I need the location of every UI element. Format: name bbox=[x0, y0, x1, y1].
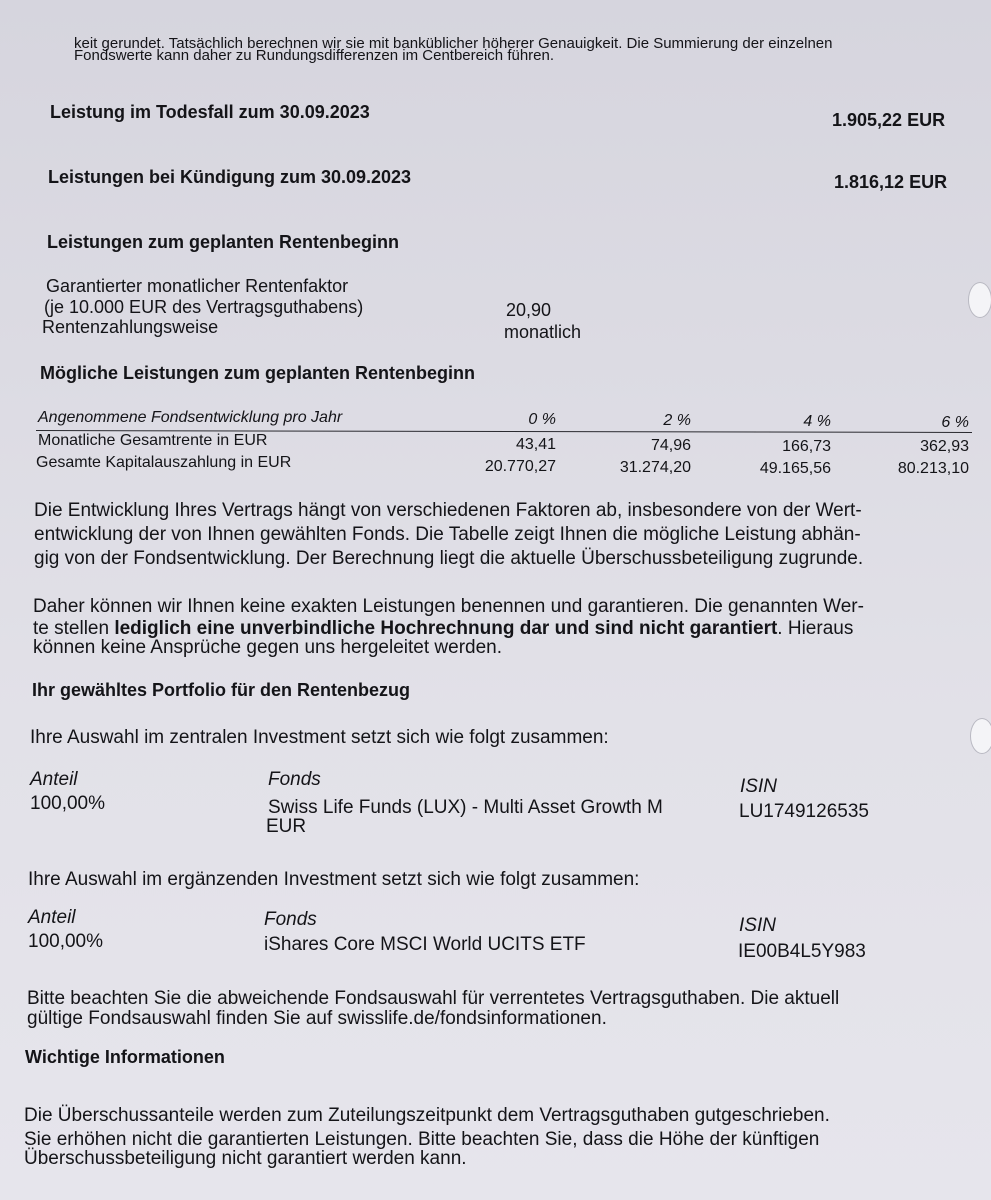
table-header-col: 2 % bbox=[663, 412, 691, 429]
development-line-3: gig von der Fondsentwicklung. Der Berechnung liegt die aktuelle Überschussbeteiligung zugrunde. bbox=[34, 548, 864, 569]
table-cell: 31.274,20 bbox=[619, 459, 691, 476]
supp-col-isin: ISIN bbox=[739, 915, 776, 936]
table-header-label: Angenommene Fondsentwicklung pro Jahr bbox=[38, 409, 343, 426]
central-isin: LU1749126535 bbox=[739, 801, 869, 822]
development-line-1: Die Entwicklung Ihres Vertrags hängt von verschiedenen Faktoren ab, insbesondere von der Wert- bbox=[34, 500, 862, 521]
disclaimer-line-2a: te stellen bbox=[33, 618, 115, 639]
factor-label-1: Garantierter monatlicher Rentenfaktor bbox=[46, 276, 349, 296]
central-col-fund: Fonds bbox=[268, 769, 321, 790]
death-benefit-label: Leistung im Todesfall zum 30.09.2023 bbox=[50, 102, 370, 122]
supp-col-fund: Fonds bbox=[264, 909, 317, 930]
projection-table bbox=[36, 408, 976, 478]
table-header-col: 6 % bbox=[941, 414, 969, 431]
surrender-label: Leistungen bei Kündigung zum 30.09.2023 bbox=[48, 167, 412, 187]
disclaimer-line-1: Daher können wir Ihnen keine exakten Leistungen benennen und garantieren. Die genannten Wer- bbox=[33, 596, 864, 617]
mode-label: Rentenzahlungsweise bbox=[42, 317, 219, 337]
table-cell: 74,96 bbox=[650, 437, 691, 454]
central-col-share: Anteil bbox=[30, 769, 78, 790]
table-cell: 20.770,27 bbox=[484, 458, 556, 475]
disclaimer-line-3: können keine Ansprüche gegen uns hergeleitet werden. bbox=[33, 637, 503, 658]
central-share: 100,00% bbox=[30, 793, 106, 814]
central-fund-line-1: Swiss Life Funds (LUX) - Multi Asset Growth M bbox=[268, 797, 663, 818]
table-cell: 80.213,10 bbox=[897, 460, 969, 477]
factor-label-2: (je 10.000 EUR des Vertragsguthabens) bbox=[44, 297, 364, 317]
important-line-2: Sie erhöhen nicht die garantierten Leistungen. Bitte beachten Sie, dass die Höhe der künftigen bbox=[24, 1129, 820, 1150]
table-row-label: Gesamte Kapitalauszahlung in EUR bbox=[36, 454, 292, 471]
table-cell: 362,93 bbox=[920, 438, 969, 455]
binder-hole-top bbox=[968, 282, 991, 318]
factor-value: 20,90 bbox=[506, 300, 552, 320]
disclaimer-line-2c: . Hieraus bbox=[777, 618, 854, 639]
central-col-isin: ISIN bbox=[740, 776, 777, 797]
surrender-value: 1.816,12 EUR bbox=[834, 172, 948, 192]
important-line-3: Überschussbeteiligung nicht garantiert werden kann. bbox=[24, 1148, 467, 1169]
supp-intro: Ihre Auswahl im ergänzenden Investment setzt sich wie folgt zusammen: bbox=[28, 869, 640, 890]
table-cell: 43,41 bbox=[515, 436, 556, 453]
intro-line-2: Fondswerte kann daher zu Rundungsdifferenzen im Centbereich führen. bbox=[74, 47, 555, 64]
possible-heading: Mögliche Leistungen zum geplanten Rentenbeginn bbox=[40, 363, 476, 383]
supp-share: 100,00% bbox=[28, 931, 104, 952]
binder-hole-bottom bbox=[970, 718, 991, 754]
supp-fund: iShares Core MSCI World UCITS ETF bbox=[264, 934, 586, 955]
disclaimer-emphasis: lediglich eine unverbindliche Hochrechnung dar und sind nicht garantiert bbox=[114, 618, 778, 639]
portfolio-note-line-2: gültige Fondsauswahl finden Sie auf swisslife.de/fondsinformationen. bbox=[27, 1008, 607, 1029]
table-cell: 166,73 bbox=[782, 438, 831, 455]
mode-value: monatlich bbox=[504, 322, 582, 342]
development-line-2: entwicklung der von Ihnen gewählten Fonds. Die Tabelle zeigt Ihnen die mögliche Leistung abhän- bbox=[34, 524, 861, 545]
central-intro: Ihre Auswahl im zentralen Investment setzt sich wie folgt zusammen: bbox=[30, 727, 609, 748]
important-line-1: Die Überschussanteile werden zum Zuteilungszeitpunkt dem Vertragsguthaben gutgeschrieben. bbox=[24, 1105, 830, 1126]
table-cell: 49.165,56 bbox=[759, 460, 831, 477]
table-header-col: 4 % bbox=[803, 413, 831, 430]
planned-heading: Leistungen zum geplanten Rentenbeginn bbox=[47, 232, 400, 252]
portfolio-note-line-1: Bitte beachten Sie die abweichende Fondsauswahl für verrentetes Vertragsguthaben. Die aktuell bbox=[27, 988, 840, 1009]
important-heading: Wichtige Informationen bbox=[25, 1047, 225, 1067]
table-row-label: Monatliche Gesamtrente in EUR bbox=[38, 432, 268, 449]
supp-isin: IE00B4L5Y983 bbox=[738, 941, 866, 962]
portfolio-heading: Ihr gewähltes Portfolio für den Rentenbezug bbox=[32, 680, 411, 700]
central-fund-line-2: EUR bbox=[266, 816, 307, 837]
supp-col-share: Anteil bbox=[28, 907, 76, 928]
death-benefit-value: 1.905,22 EUR bbox=[832, 110, 946, 130]
table-header-col: 0 % bbox=[528, 411, 556, 428]
intro-line-1: keit gerundet. Tatsächlich berechnen wir sie mit banküblicher höherer Genauigkeit. Die Summierung der einzelnen bbox=[74, 35, 833, 52]
